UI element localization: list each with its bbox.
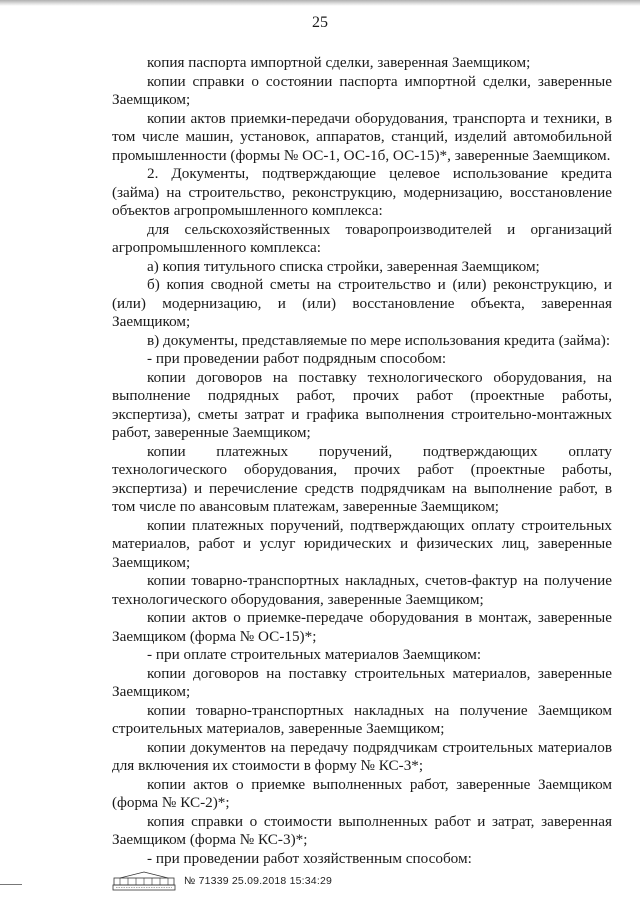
paragraph-17: копии товарно-транспортных накладных на получение Заемщиком строительных материалов, заверенные Заемщиком; (112, 701, 612, 737)
paragraph-3: копии актов приемки-передачи оборудования, транспорта и техники, в том числе машин, установок, аппаратов, станций, изделий автомобильной промышленности (формы № ОС-1, ОС-1б, ОС-15)*, заверенные Заемщиком. (112, 109, 612, 164)
building-stamp-icon (112, 870, 176, 892)
paragraph-16: копии договоров на поставку строительных материалов, заверенные Заемщиком; (112, 664, 612, 700)
document-id-timestamp: № 71339 25.09.2018 15:34:29 (184, 875, 333, 887)
paragraph-12: копии платежных поручений, подтверждающих оплату строительных материалов, работ и услуг юридических и физических лиц, заверенные Заемщиком; (112, 516, 612, 571)
paragraph-10: копии договоров на поставку технологического оборудования, на выполнение подрядных работ, прочих работ (проектные работы, экспертиза), сметы затрат и графика выполнения строительно-монтажных работ, заверенные Заемщиком; (112, 368, 612, 441)
paragraph-5: для сельскохозяйственных товаропроизводителей и организаций агропромышленного комплекса: (112, 220, 612, 256)
page-number: 25 (312, 14, 328, 31)
paragraph-6: а) копия титульного списка стройки, заверенная Заемщиком; (147, 257, 540, 275)
paragraph-4: 2. Документы, подтверждающие целевое использование кредита (займа) на строительство, реконструкцию, модернизацию, восстановление объектов агропромышленного комплекса: (112, 165, 612, 219)
paragraph-8: в) документы, представляемые по мере использования кредита (займа): (147, 331, 611, 349)
margin-mark (0, 884, 22, 885)
paragraph-11: копии платежных поручений, подтверждающих оплату технологического оборудования, прочих работ (проектные работы, экспертиза) и перечисление средств подрядчикам на выполнение работ, в том числе по авансовым платежам, заверенные Заемщиком; (112, 442, 612, 515)
paragraph-1: копия паспорта импортной сделки, заверенная Заемщиком; (147, 54, 531, 71)
paragraph-15: - при оплате строительных материалов Заемщиком: (147, 646, 482, 663)
paragraph-14: копии актов о приемке-передаче оборудования в монтаж, заверенные Заемщиком (форма № ОС-15)*; (112, 609, 612, 645)
scan-edge-shadow (0, 0, 640, 6)
paragraph-9: - при проведении работ подрядным способом: (147, 350, 447, 367)
paragraph-20: копия справки о стоимости выполненных работ и затрат, заверенная Заемщиком (форма № КС-3)*; (112, 812, 612, 848)
paragraph-2: копии справки о состоянии паспорта импортной сделки, заверенные Заемщиком; (112, 72, 612, 108)
document-footer (112, 868, 332, 894)
paragraph-7: б) копия сводной сметы на строительство и (или) реконструкцию, и (или) модернизацию, и (или) восстановление объекта, заверенная Заемщиком; (112, 276, 612, 330)
paragraph-19: копии актов о приемке выполненных работ, заверенные Заемщиком (форма № КС-2)*; (112, 775, 612, 811)
paragraph-21: - при проведении работ хозяйственным способом: (147, 849, 472, 867)
document-body (112, 54, 612, 868)
paragraph-18: копии документов на передачу подрядчикам строительных материалов для включения их стоимости в форму № КС-3*; (112, 738, 612, 774)
paragraph-13: копии товарно-транспортных накладных, счетов-фактур на получение технологического оборудования, заверенные Заемщиком; (112, 572, 612, 608)
